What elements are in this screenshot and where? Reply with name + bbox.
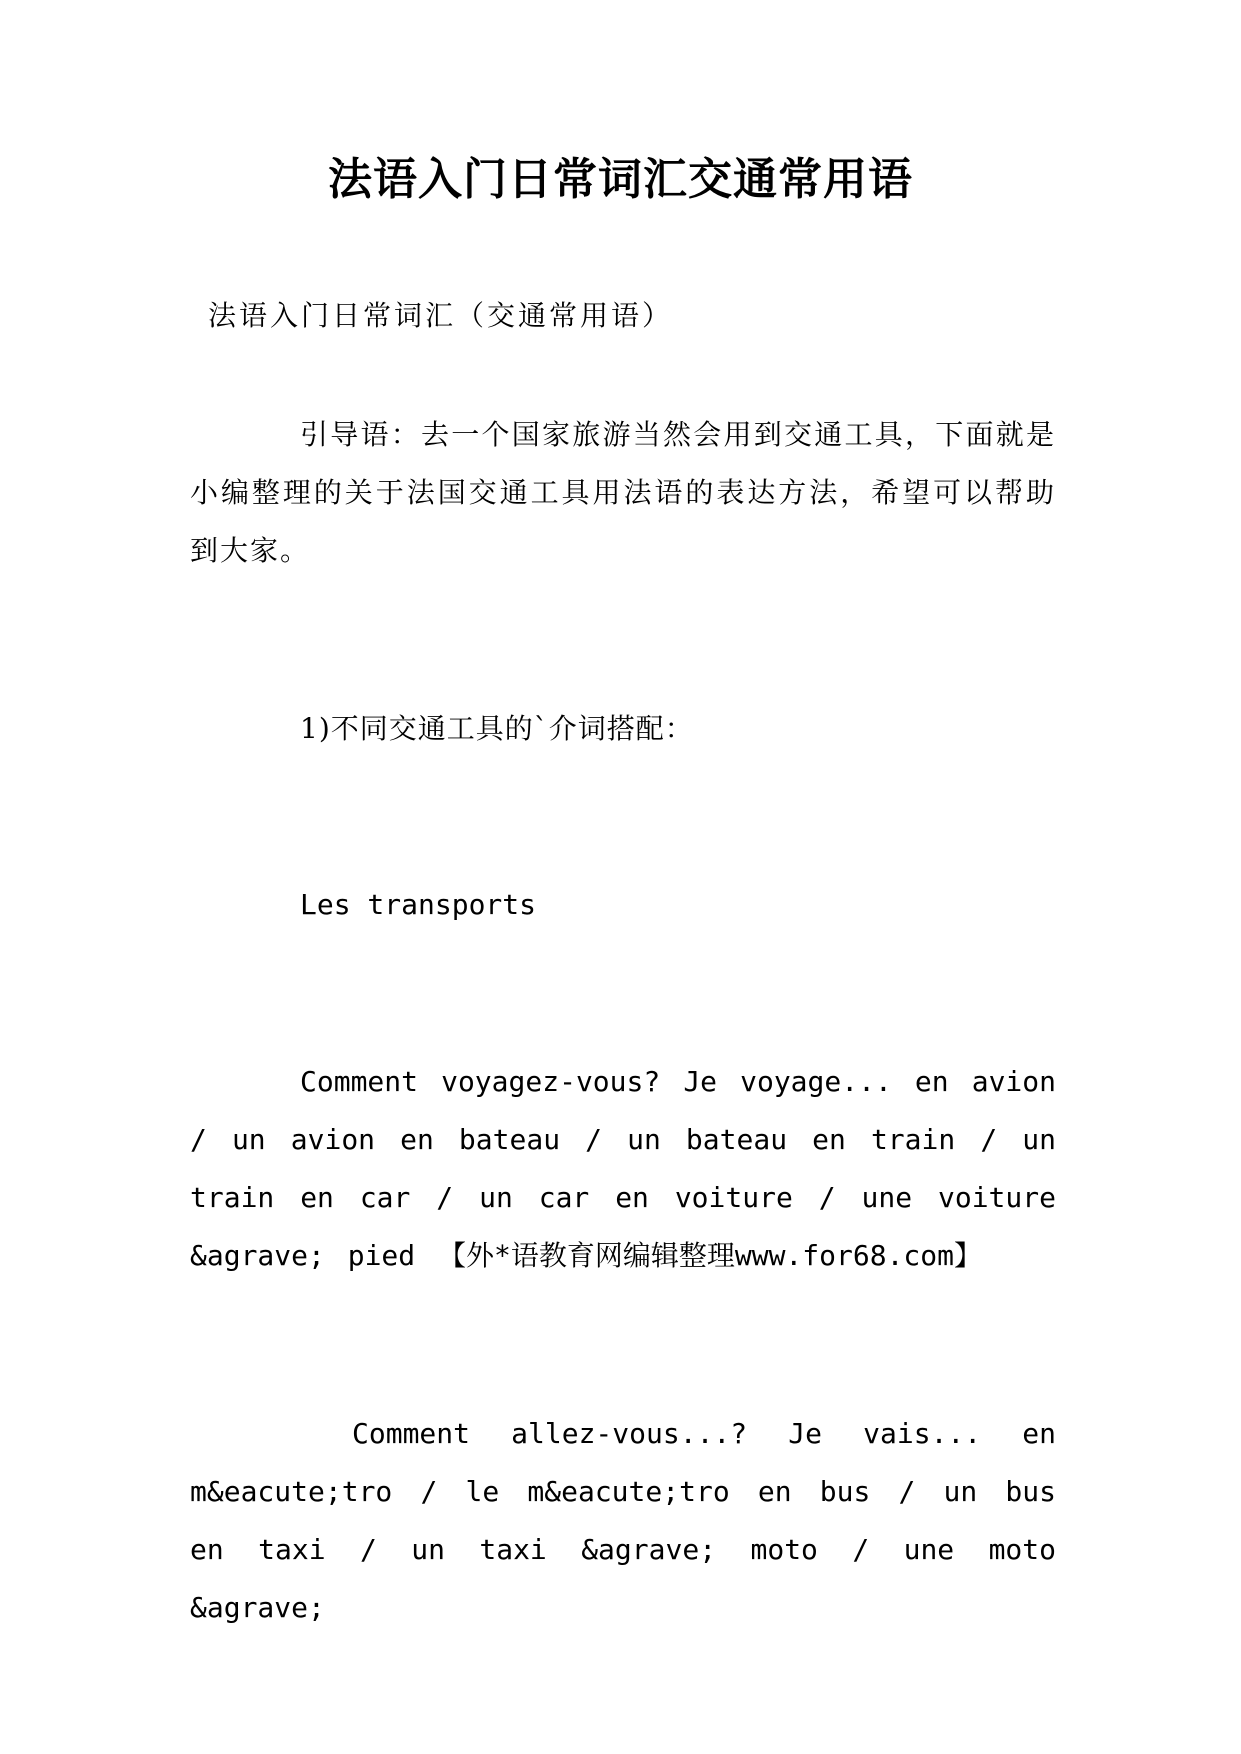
aller-paragraph: Comment allez-vous...? Je vais... en m&eacute;tro / le m&eacute;tro en bus / un bus en taxi / un taxi &agrave; moto / une moto &agrave; xyxy=(190,1417,1056,1624)
section-heading-prepositions: 1)不同交通工具的`介词搭配： xyxy=(300,712,694,745)
document-title: 法语入门日常词汇交通常用语 xyxy=(328,154,913,205)
document-subtitle: 法语入门日常词汇（交通常用语） xyxy=(208,299,674,332)
transports-heading xyxy=(190,876,1056,934)
intro-paragraph: 引导语：去一个国家旅游当然会用到交通工具，下面就是小编整理的关于法国交通工具用法语的表达方法，希望可以帮助到大家。 xyxy=(190,418,1056,567)
transports-heading-text: Les transports xyxy=(300,888,537,921)
voyage-paragraph: Comment voyagez-vous? Je voyage... en avion / un avion en bateau / un bateau en train / un train en car / un car en voiture / une voiture &agrave; pied 【外*语教育网编辑整理www.for68.com】 xyxy=(190,1065,1056,1272)
